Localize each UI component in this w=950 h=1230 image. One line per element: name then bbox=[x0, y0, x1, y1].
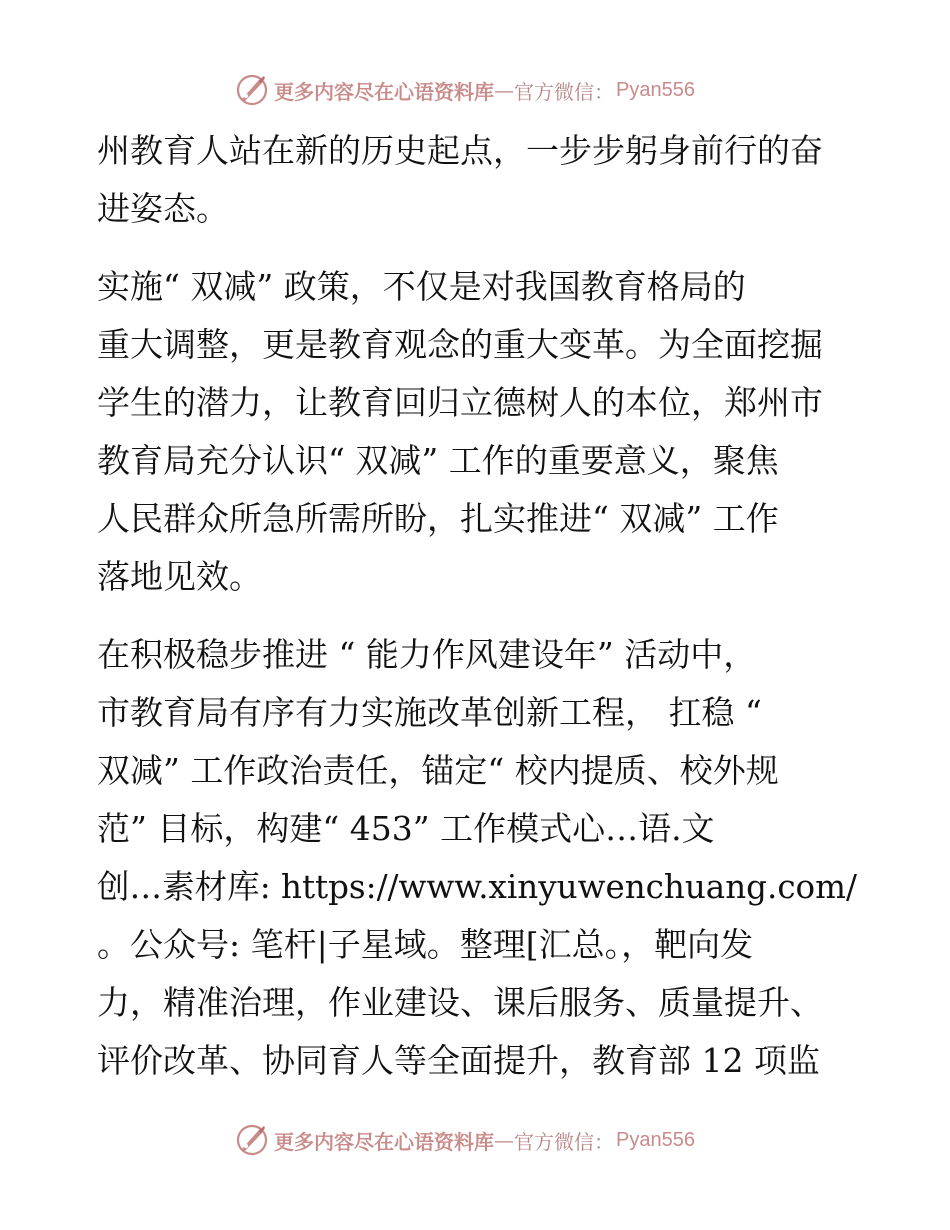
text-line: 进姿态。 bbox=[97, 189, 229, 228]
paragraph bbox=[97, 122, 857, 238]
text-line: 重大调整，更是教育观念的重大变革。为全面挖掘 bbox=[97, 325, 823, 364]
text-line: 学生的潜力，让教育回归立德树人的本位，郑州市 bbox=[97, 383, 823, 422]
document-body bbox=[97, 122, 857, 1090]
text-line: 在积极稳步推进 “ 能力作风建设年” 活动中， bbox=[97, 635, 757, 674]
text-line: 人民群众所急所需所盼，扎实推进“ 双减” 工作 bbox=[97, 499, 779, 538]
footer-watermark bbox=[234, 1120, 695, 1160]
watermark-label: 官方微信： bbox=[514, 1129, 614, 1154]
text-line: 范” 目标，构建“ 453” 工作模式心…语.文 bbox=[97, 809, 715, 848]
text-line: 创…素材库: https://www.xinyuwenchuang.com/ bbox=[97, 867, 857, 906]
paragraph bbox=[97, 258, 857, 606]
text-line: 教育局充分认识“ 双减” 工作的重要意义，聚焦 bbox=[97, 441, 779, 480]
quill-logo-icon bbox=[234, 72, 270, 108]
watermark-wechat-id: Pyan556 bbox=[616, 1128, 695, 1151]
text-line: 州教育人站在新的历史起点，一步步躬身前行的奋 bbox=[97, 131, 823, 170]
text-line: 实施“ 双减” 政策，不仅是对我国教育格局的 bbox=[97, 267, 746, 306]
watermark-main-text: 更多内容尽在心语资料库 bbox=[274, 79, 494, 104]
text-line: 评价改革、协同育人等全面提升，教育部 12 项监 bbox=[97, 1041, 820, 1080]
quill-logo-icon bbox=[234, 1122, 270, 1158]
watermark-label: 官方微信： bbox=[514, 79, 614, 104]
header-watermark bbox=[234, 70, 695, 110]
watermark-main-text: 更多内容尽在心语资料库 bbox=[274, 1129, 494, 1154]
text-line: 力，精准治理，作业建设、课后服务、质量提升、 bbox=[97, 983, 823, 1022]
text-line: 双减” 工作政治责任，锚定“ 校内提质、校外规 bbox=[97, 751, 779, 790]
watermark-dash: — bbox=[494, 1128, 514, 1152]
watermark-dash: — bbox=[494, 78, 514, 102]
watermark-wechat-id: Pyan556 bbox=[616, 78, 695, 101]
text-line: 市教育局有序有力实施改革创新工程， 扛稳 “ bbox=[97, 693, 762, 732]
text-line: 落地见效。 bbox=[97, 557, 262, 596]
text-line: 。公众号: 笔杆|子星域。整理[汇总。，靶向发 bbox=[97, 925, 754, 964]
paragraph bbox=[97, 626, 857, 1090]
